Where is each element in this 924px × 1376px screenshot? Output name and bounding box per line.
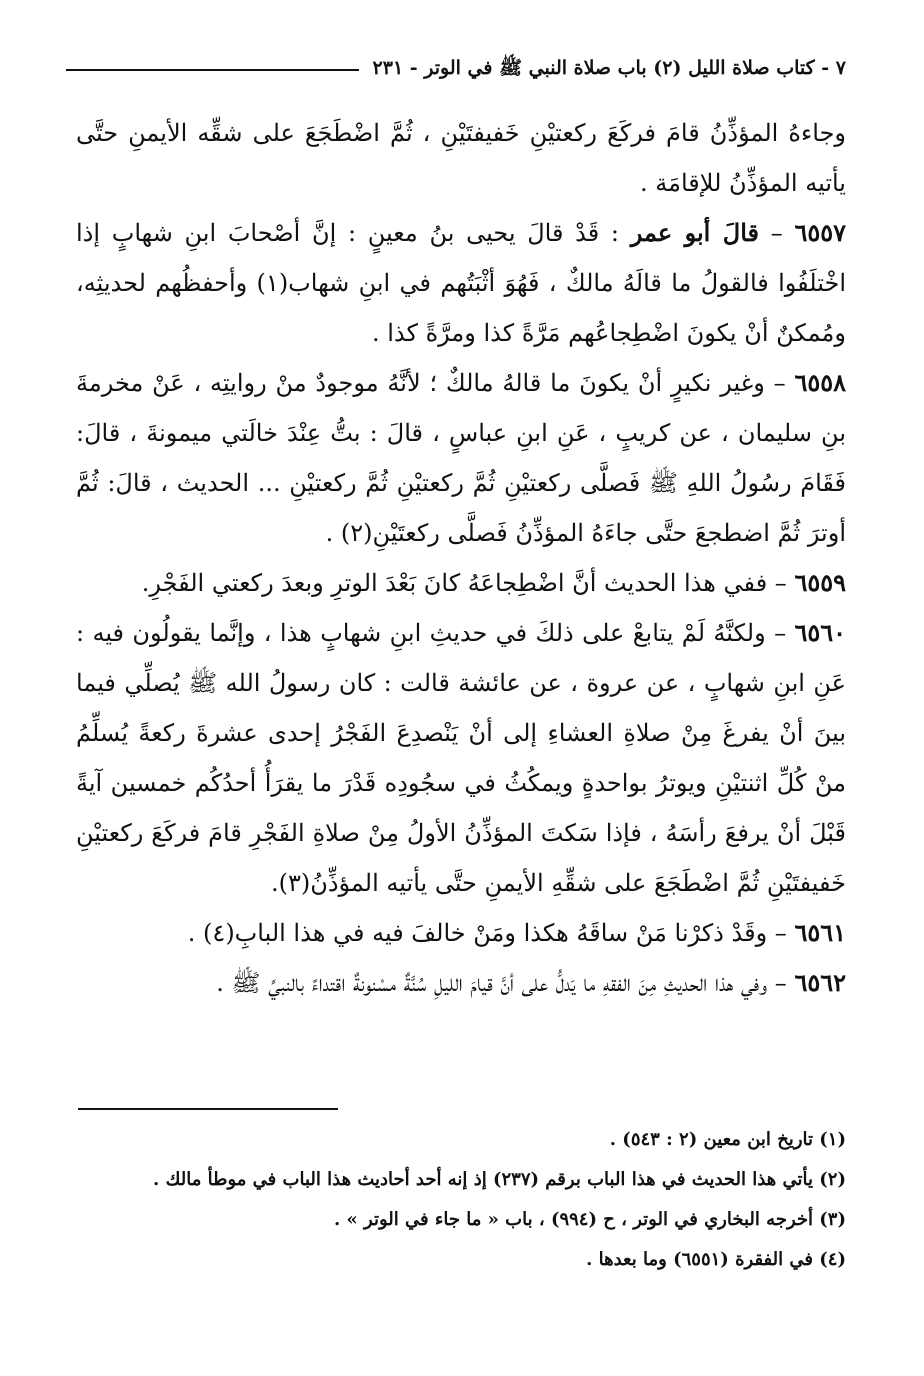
header-title: ٧ - كتاب صلاة الليل (٢) باب صلاة النبي ﷺ في الوتر - ٢٣١ — [372, 57, 846, 79]
footnote: (٤) في الفقرة (٦٥٥١) وما بعدها . — [586, 1249, 846, 1270]
footnote: (١) تاريخ ابن معين (٢ : ٥٤٣) . — [609, 1129, 846, 1150]
paragraph-number: ٦٥٥٩ — [794, 568, 846, 597]
paragraph-text: ففي هذا الحديث أنَّ اضْطِجاعَهُ كانَ بَعْدَ الوترِ وبعدَ ركعتي الفَجْرِ. — [141, 569, 768, 597]
paragraph — [76, 108, 846, 208]
running-header — [66, 50, 846, 90]
footnote: (٣) أخرجه البخاري في الوتر ، ح (٩٩٤) ، باب « ما جاء في الوتر » . — [334, 1209, 846, 1230]
paragraph-text: وقَدْ ذكرْنا مَنْ ساقَهُ هكذا ومَنْ خالفَ فيه في هذا البابِ(٤) . — [187, 919, 768, 947]
paragraph-number: ٦٥٦٠ — [794, 618, 846, 647]
paragraph-text: ولكنَّهُ لَمْ يتابعْ على ذلكَ في حديثِ ابنِ شهابٍ هذا ، وإنَّما يقولُون فيه : عَنِ ابنِ شهابٍ ، عن عروة ، عن عائشة قالت : كان رسولُ الله ﷺ يُصلِّي فيما بينَ أنْ يفرغَ مِنْ صلاةِ العشاءِ إلى أنْ يَنْصدِعَ الفَجْرُ إحدى عشرةَ ركعةً يُسلِّمُ منْ كُلِّ اثنتيْنِ ويوترُ بواحدةٍ ويمكُثُ في سجُودِه قَدْرَ ما يقرَأُ أحدُكُم خمسين آيةً قَبْلَ أنْ يرفعَ رأسَهُ ، فإذا سَكتَ المؤذِّنُ الأولُ مِنْ صلاةِ الفَجْرِ قامَ فركَعَ ركعتيْنِ خَفيفتَيْنِ ثُمَّ اضْطَجَعَ على شقِّهِ الأيمنِ حتَّى يأتيه المؤذِّنُ(٣). — [76, 619, 846, 897]
paragraph-text: وغير نكيرٍ أنْ يكونَ ما قالهُ مالكٌ ؛ لأنَّهُ موجودٌ منْ روايتِه ، عَنْ مخرمةَ بنِ سليمان ، عن كريبٍ ، عَنِ ابنِ عباسٍ ، قالَ : بتُّ عِنْدَ خالَتي ميمونةَ ، قالَ: فَقَامَ رسُولُ اللهِ ﷺ فَصلَّى ركعتيْنِ ثُمَّ ركعتيْنِ ثُمَّ ركعتيْنِ ... الحديث ، قالَ: ثُمَّ أوترَ ثُمَّ اضطجعَ حتَّى جاءَهُ المؤذِّنُ فَصلَّى ركعتَيْنِ(٢) . — [76, 369, 846, 547]
paragraph-text: وفي هذا الحديثِ مِنَ الفقهِ ما يَدلُّ على أنَّ قيامَ الليلِ سُنَّةٌ مسْنونةٌ اقتداءً بالنبيِّ ﷺ . — [216, 969, 768, 997]
paragraph-number: ٦٥٥٨ — [794, 368, 846, 397]
paragraph: ٦٥٥٧ – قالَ أبو عمر : قَدْ قالَ يحيى بنُ معينٍ : إنَّ أصْحابَ ابنِ شهابٍ إذا اخْتلَفُوا فالقولُ ما قالَهُ مالكٌ ، فَهُوَ أثْبَتُهم في ابنِ شهاب(١) وأحفظُهم لحديثِه، ومُمكنٌ أنْ يكونَ اضْطِجاعُهم مَرَّةً كذا ومرَّةً كذا . — [76, 218, 847, 347]
footnote: (٢) يأتي هذا الحديث في هذا الباب برقم (٢٣٧) إذ إنه أحد أحاديث هذا الباب في موطأ مالك . — [153, 1169, 846, 1190]
paragraph: ٦٥٥٨ – وغير نكيرٍ أنْ يكونَ ما قالهُ مالكٌ ؛ لأنَّهُ موجودٌ منْ روايتِه ، عَنْ مخرمةَ بنِ سليمان ، عن كريبٍ ، عَنِ ابنِ عباسٍ ، قالَ : بتُّ عِنْدَ خالَتي ميمونةَ ، قالَ: فَقَامَ رسُولُ اللهِ ﷺ فَصلَّى ركعتيْنِ ثُمَّ ركعتيْنِ ثُمَّ ركعتيْنِ ... الحديث ، قالَ: ثُمَّ أوترَ ثُمَّ اضطجعَ حتَّى جاءَهُ المؤذِّنُ فَصلَّى ركعتَيْنِ(٢) . — [76, 368, 846, 547]
paragraph-number: ٦٥٦٢ — [794, 968, 846, 997]
header-rule — [66, 69, 359, 71]
paragraph-text: وجاءهُ المؤذِّنُ قامَ فركَعَ ركعتيْنِ خَفيفتَيْنِ ، ثُمَّ اضْطَجَعَ على شقِّه الأيمنِ حتَّى يأتيه المؤذِّنُ للإقامَة . — [76, 119, 846, 197]
paragraph: ٦٥٥٩ – ففي هذا الحديث أنَّ اضْطِجاعَهُ كانَ بَعْدَ الوترِ وبعدَ ركعتي الفَجْرِ. — [141, 568, 846, 597]
main-text — [76, 108, 846, 1008]
paragraph-number: ٦٥٦١ — [794, 918, 846, 947]
paragraph: ٦٥٦٢ – وفي هذا الحديثِ مِنَ الفقهِ ما يَدلُّ على أنَّ قيامَ الليلِ سُنَّةٌ مسْنونةٌ اقتداءً بالنبيِّ ﷺ . — [216, 968, 846, 997]
footnote-rule — [78, 1108, 338, 1110]
footnotes — [76, 1120, 846, 1280]
paragraph-number: ٦٥٥٧ — [794, 218, 846, 247]
paragraph-text: : قَدْ قالَ يحيى بنُ معينٍ : إنَّ أصْحابَ ابنِ شهابٍ إذا اخْتلَفُوا فالقولُ ما قالَهُ مالكٌ ، فَهُوَ أثْبَتُهم في ابنِ شهاب(١) وأحفظُهم لحديثِه، ومُمكنٌ أنْ يكونَ اضْطِجاعُهم مَرَّةً كذا ومرَّةً كذا . — [76, 219, 847, 347]
paragraph: ٦٥٦١ – وقَدْ ذكرْنا مَنْ ساقَهُ هكذا ومَنْ خالفَ فيه في هذا البابِ(٤) . — [187, 918, 846, 947]
paragraph: ٦٥٦٠ – ولكنَّهُ لَمْ يتابعْ على ذلكَ في حديثِ ابنِ شهابٍ هذا ، وإنَّما يقولُون فيه : عَنِ ابنِ شهابٍ ، عن عروة ، عن عائشة قالت : كان رسولُ الله ﷺ يُصلِّي فيما بينَ أنْ يفرغَ مِنْ صلاةِ العشاءِ إلى أنْ يَنْصدِعَ الفَجْرُ إحدى عشرةَ ركعةً يُسلِّمُ منْ كُلِّ اثنتيْنِ ويوترُ بواحدةٍ ويمكُثُ في سجُودِه قَدْرَ ما يقرَأُ أحدُكُم خمسين آيةً قَبْلَ أنْ يرفعَ رأسَهُ ، فإذا سَكتَ المؤذِّنُ الأولُ مِنْ صلاةِ الفَجْرِ قامَ فركَعَ ركعتيْنِ خَفيفتَيْنِ ثُمَّ اضْطَجَعَ على شقِّهِ الأيمنِ حتَّى يأتيه المؤذِّنُ(٣). — [76, 618, 846, 897]
paragraph-lead: قالَ أبو عمر — [630, 218, 760, 247]
